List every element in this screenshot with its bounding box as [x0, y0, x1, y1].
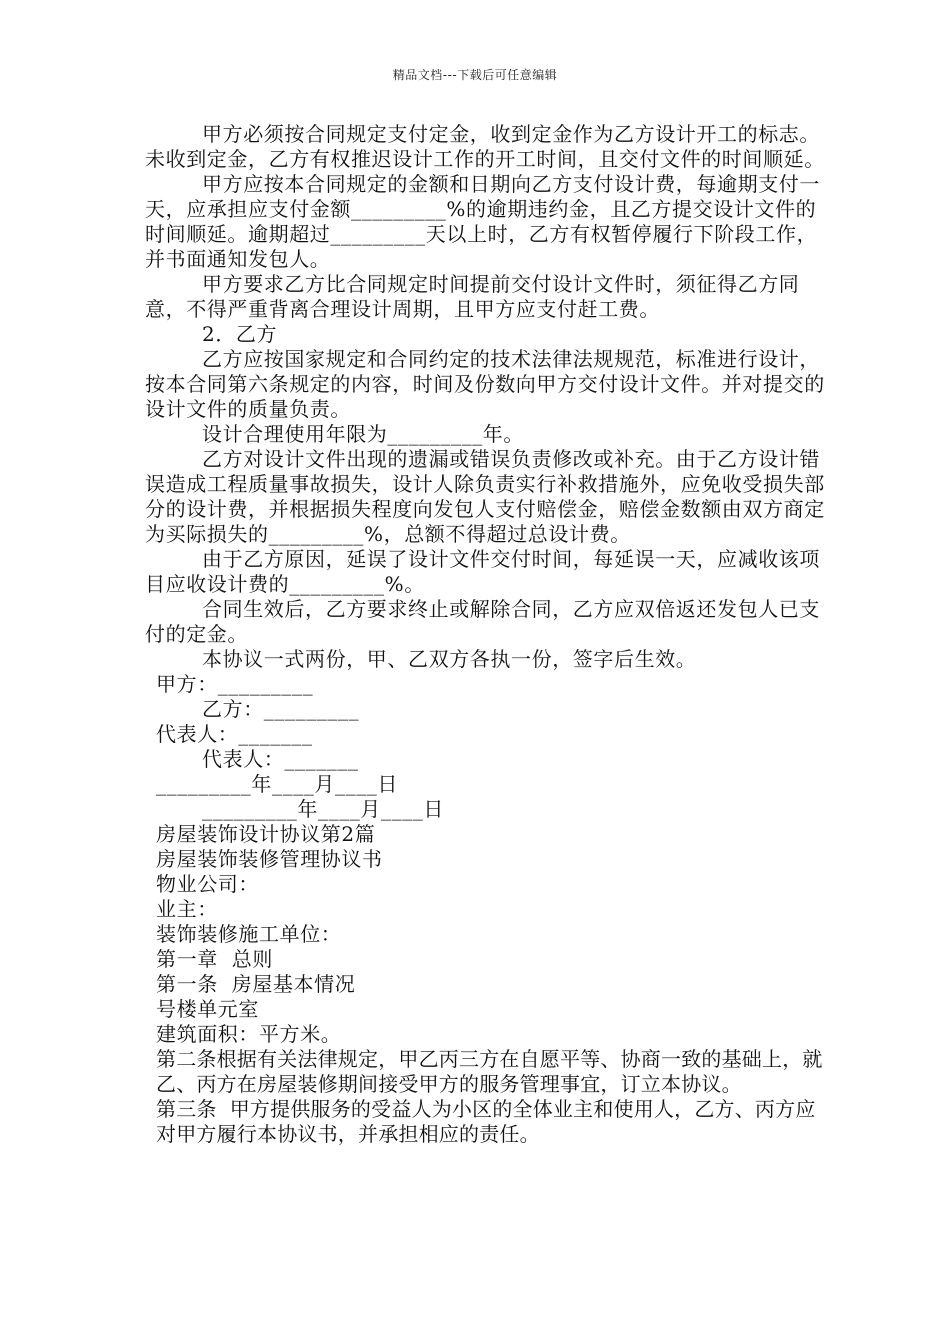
signature-date-b: _________年____月____日 [202, 797, 444, 821]
paragraph-copies: 本协议一式两份，甲、乙双方各执一份，签字后生效。 [202, 647, 697, 671]
page-header: 精品文档---下载后可任意编辑 [392, 68, 558, 82]
line-owner: 业主： [156, 897, 218, 921]
paragraph-early-delivery: 甲方要求乙方比合同规定时间提前交付设计文件时，须征得乙方同意，不得严重背离合理设计周期，且甲方应支付赶工费。 [145, 272, 800, 321]
signature-rep-b: 代表人：_______ [202, 747, 359, 771]
line-floor-area: 建筑面积：平方米。 [156, 1022, 342, 1046]
line-building-unit: 号楼单元室 [156, 997, 259, 1021]
article-3: 第三条 甲方提供服务的受益人为小区的全体业主和使用人，乙方、丙方应对甲方履行本协议书，并承担相应的责任。 [156, 1097, 816, 1146]
paragraph-delivery-delay: 由于乙方原因，延误了设计文件交付时间，每延误一天，应减收该项目应收设计费的_________%。 [145, 547, 820, 596]
paragraph-payment-delay: 甲方应按本合同规定的金额和日期向乙方支付设计费，每逾期支付一天，应承担应支付金额_________%的逾期违约金，且乙方提交设计文件的时间顺延。逾期超过_________天以上时，乙方有权暂停履行下阶段工作，并书面通知发包人。 [145, 172, 820, 271]
line-property-company: 物业公司： [156, 872, 259, 896]
line-construction-unit: 装饰装修施工单位： [156, 922, 342, 946]
document-body [145, 122, 825, 1147]
signature-party-b: 乙方：_________ [202, 697, 360, 721]
signature-party-a: 甲方：_________ [156, 672, 314, 696]
paragraph-service-life: 设计合理使用年限为_________年。 [202, 422, 524, 446]
article-1-heading: 第一条 房屋基本情况 [156, 972, 356, 996]
second-agreement-title: 房屋装饰设计协议第2篇 [156, 822, 376, 846]
second-agreement-subtitle: 房屋装饰装修管理协议书 [156, 847, 383, 871]
chapter-heading: 第一章 总则 [156, 947, 273, 971]
paragraph-party-b-duties: 乙方应按国家规定和合同约定的技术法律法规规范，标准进行设计，按本合同第六条规定的内容，时间及份数向甲方交付设计文件。并对提交的设计文件的质量负责。 [145, 347, 825, 421]
signature-rep-a: 代表人：_______ [156, 722, 313, 746]
paragraph-termination: 合同生效后，乙方要求终止或解除合同，乙方应双倍返还发包人已支付的定金。 [145, 597, 820, 646]
article-2: 第二条根据有关法律规定，甲乙丙三方在自愿平等、协商一致的基础上，就乙、丙方在房屋装修期间接受甲方的服务管理事宜，订立本协议。 [156, 1047, 823, 1096]
signature-date-a: _________年____月____日 [156, 772, 398, 796]
paragraph-deposit: 甲方必须按合同规定支付定金，收到定金作为乙方设计开工的标志。未收到定金，乙方有权推迟设计工作的开工时间，且交付文件的时间顺延。 [145, 122, 825, 171]
section-heading-party-b: 2．乙方 [202, 322, 278, 346]
paragraph-design-errors: 乙方对设计文件出现的遗漏或错误负责修改或补充。由于乙方设计错误造成工程质量事故损失，设计人除负责实行补救措施外，应免收受损失部分的设计费，并根据损失程度向发包人支付赔偿金，赔偿金数额由双方商定为买际损失的_________%，总额不得超过总设计费。 [145, 447, 825, 546]
